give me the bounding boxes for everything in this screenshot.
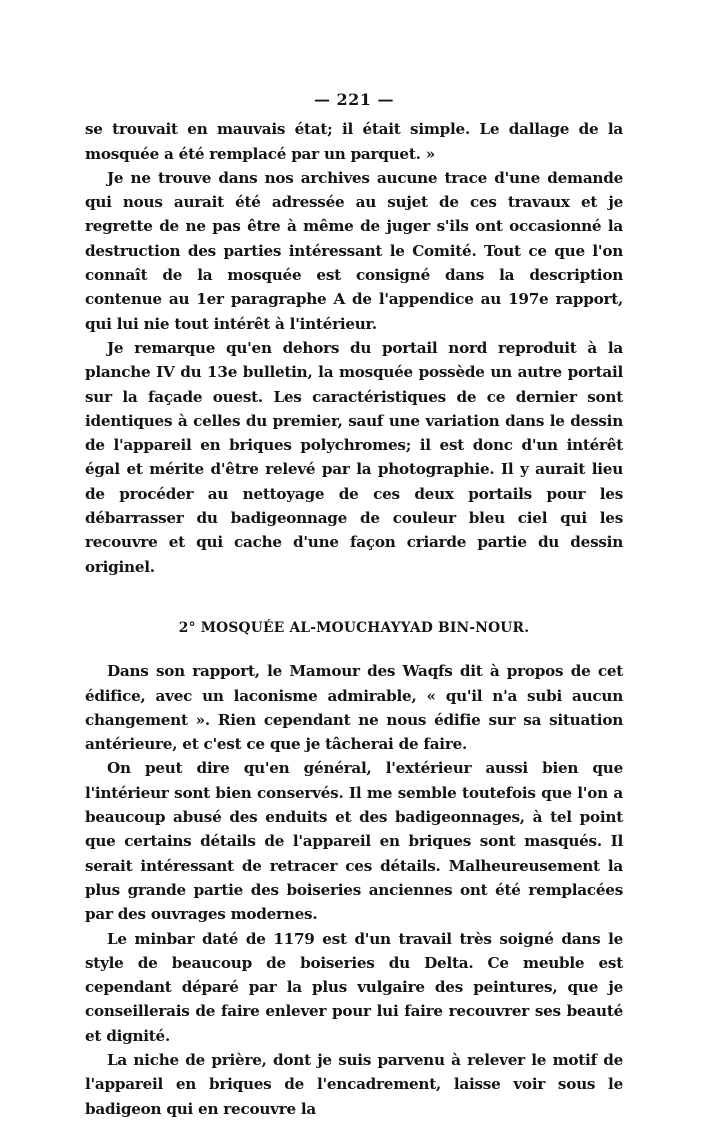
paragraph-continuation: se trouvait en mauvais état; il était simple. Le dallage de la mosquée a été remplacé par un parquet. » xyxy=(85,120,623,163)
page-number: — 221 — xyxy=(313,90,395,109)
book-page xyxy=(85,88,623,1121)
paragraph-portail: Je remarque qu'en dehors du portail nord reproduit à la planche IV du 13e bulletin, la mosquée possède un autre portail sur la façade ouest. Les caractéristiques de ce dernier sont identiques à celles du premier, sauf une variation dans le dessin de l'appareil en briques polychromes; il est donc d'un intérêt égal et mérite d'être relevé par la photographie. Il y aurait lieu de procéder au nettoyage de ces deux portails pour les débarrasser du badigeonnage de couleur bleu ciel qui les recouvre et qui cache d'une façon criarde partie du dessin originel. xyxy=(85,338,623,576)
paragraph-rapport: Dans son rapport, le Mamour des Waqfs dit à propos de cet édifice, avec un laconisme admirable, « qu'il n'a subi aucun changement ». Rien cependant ne nous édifie sur sa situation antérieure, et c'est ce que je tâcherai de faire. xyxy=(85,662,623,754)
paragraph-archives: Je ne trouve dans nos archives aucune trace d'une demande qui nous aurait été adressée au sujet de ces travaux et je regrette de ne pas être à même de juger s'ils ont occasionné la destruction des parties intéressant le Comité. Tout ce que l'on connaît de la mosquée est consigné dans la description contenue au 1er paragraphe A de l'appendice au 197e rapport, qui lui nie tout intérêt à l'intérieur. xyxy=(85,168,623,333)
paragraph-minbar: Le minbar daté de 1179 est d'un travail très soigné dans le style de beaucoup de boiseries du Delta. Ce meuble est cependant déparé par la plus vulgaire des peintures, que je conseillerais de faire enlever pour lui faire recouvrer ses beauté et dignité. xyxy=(85,929,623,1045)
paragraph-niche: La niche de prière, dont je suis parvenu à relever le motif de l'appareil en briques de l'encadrement, laisse voir sous le badigeon qui en recouvre la xyxy=(85,1050,623,1118)
section-heading: 2° MOSQUÉE AL-MOUCHAYYAD BIN-NOUR. xyxy=(178,619,530,636)
paragraph-conservation: On peut dire qu'en général, l'extérieur aussi bien que l'intérieur sont bien conservés. Il me semble toutefois que l'on a beaucoup abusé des enduits et des badigeonnages, à tel point que certains détails de l'appareil en briques sont masqués. Il serait intéressant de retracer ces détails. Malheureusement la plus grande partie des boiseries anciennes ont été remplacées par des ouvrages modernes. xyxy=(85,759,623,924)
